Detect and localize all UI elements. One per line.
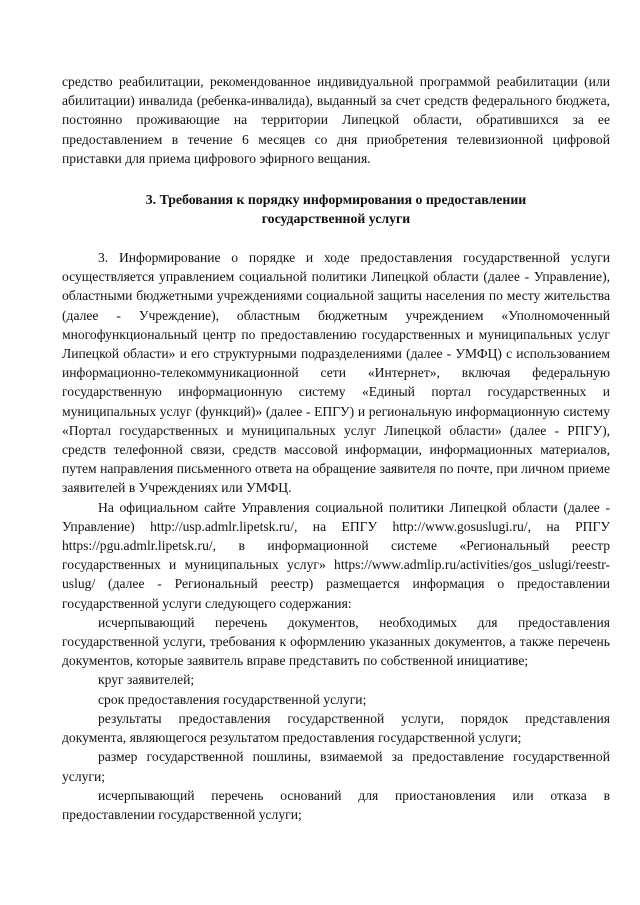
- section-heading-line-2: государственной услуги: [261, 211, 411, 227]
- section-heading: [62, 190, 610, 228]
- list-item-term: срок предоставления государственной услуги;: [98, 691, 367, 707]
- list-item-documents: исчерпывающий перечень документов, необходимых для предоставления государственной услуги, требования к оформлению указанных документов, а также перечень документов, которые заявитель вправе представить по собственной инициативе;: [62, 614, 610, 669]
- paragraph-informing: 3. Информирование о порядке и ходе предоставления государственной услуги осуществляется управлением социальной политики Липецкой области (далее - Управление), областными бюджетными учреждениями социальной защиты населения по месту жительства (далее - Учреждение), областным бюджетным учреждением «Уполномоченный многофункциональный центр по предоставлению государственных и муниципальных услуг Липецкой области» и его структурными подразделениями (далее - УМФЦ) с использованием информационно-телекоммуникационной сети «Интернет», включая федеральную государственную информационную систему «Единый портал государственных и муниципальных услуг (функций)» (далее - ЕПГУ) и региональную информационную систему «Портал государственных и муниципальных услуг Липецкой области» (далее - РПГУ), средств телефонной связи, средств массовой информации, информационных материалов, путем направления письменного ответа на обращение заявителя по почте, при личном приеме заявителей в Учреждениях или УМФЦ.: [62, 250, 610, 496]
- list-item-state-fee: размер государственной пошлины, взимаемой за предоставление государственной услуги;: [62, 749, 610, 784]
- section-heading-line-1: 3. Требования к порядку информирования о предоставлении: [145, 192, 527, 208]
- list-item-results: результаты предоставления государственной услуги, порядок представления документа, являющегося результатом предоставления государственной услуги;: [62, 710, 610, 746]
- document-page: [62, 72, 610, 824]
- list-item-refusal-grounds: исчерпывающий перечень оснований для приостановления или отказа в предоставлении государственной услуги;: [62, 787, 610, 822]
- intro-paragraph: средство реабилитации, рекомендованное индивидуальной программой реабилитации (или абилитации) инвалида (ребенка-инвалида), выданный за счет средств федерального бюджета, постоянно проживающие на территории Липецкой области, обратившихся за ее предоставлением в течение 6 месяцев со дня приобретения телевизионной цифровой приставки для приема цифрового эфирного вещания.: [62, 74, 610, 166]
- paragraph-official-sites: На официальном сайте Управления социальной политики Липецкой области (далее - Управление) http://usp.admlr.lipetsk.ru/, на ЕПГУ http://www.gosuslugi.ru/, на РПГУ https://pgu.admlr.lipetsk.ru/, в информационной системе «Региональный реестр государственных и муниципальных услуг» https://www.admlip.ru/activities/gos_uslugi/reestr-uslug/ (далее - Региональный реестр) размещается информация о предоставлении государственной услуги следующего содержания:: [62, 499, 610, 611]
- list-item-applicants: круг заявителей;: [98, 672, 195, 688]
